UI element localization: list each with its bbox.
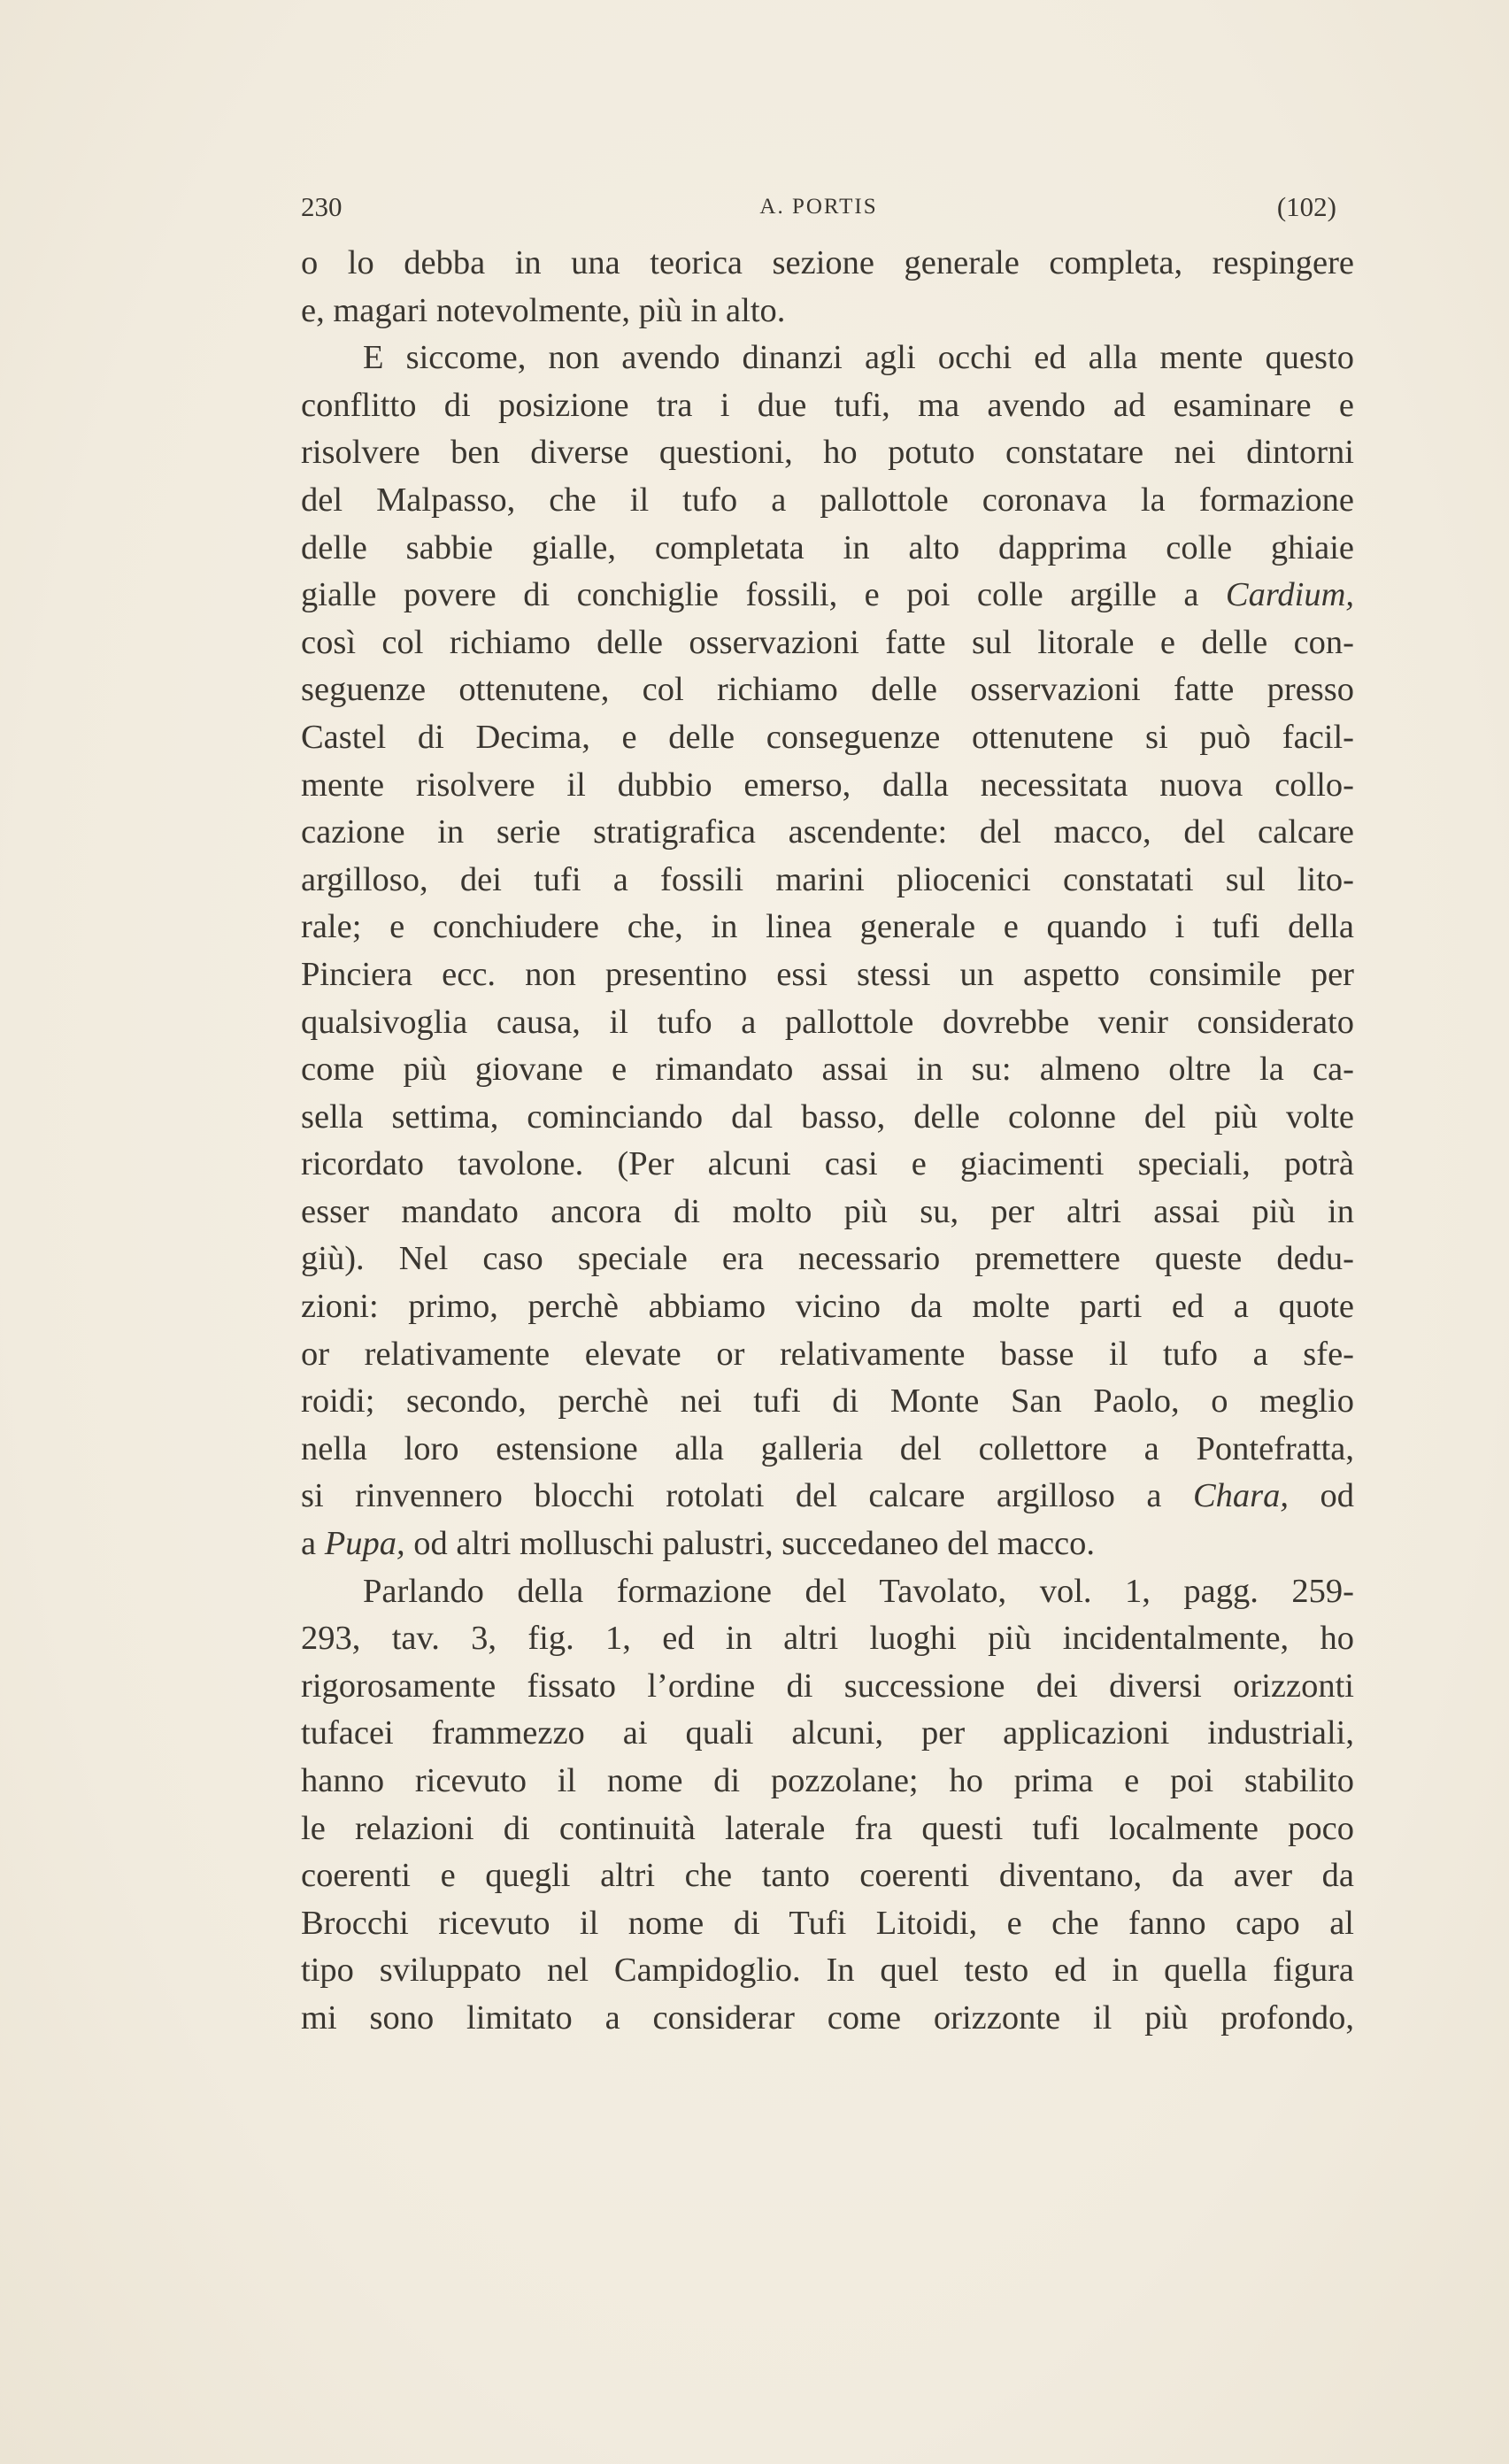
text-line xyxy=(301,1331,1354,1379)
text-line xyxy=(301,762,1354,810)
running-head-author: A. PORTIS xyxy=(759,195,878,219)
text-line xyxy=(301,1521,1354,1568)
text-segment: od altri molluschi palustri, succedaneo del macco. xyxy=(404,1525,1096,1563)
text-segment: giù). Nel caso speciale era necessario premettere queste dedu- xyxy=(301,1240,1354,1278)
text-segment: E siccome, non avendo dinanzi agli occhi ed alla mente questo xyxy=(363,339,1354,377)
text-segment: coerenti e quegli altri che tanto coerenti diventano, da aver da xyxy=(301,1857,1354,1895)
text-line xyxy=(301,572,1354,620)
text-line xyxy=(301,999,1354,1047)
text-segment: rigorosamente fissato l’ordine di successione dei diversi orizzonti xyxy=(301,1667,1354,1705)
text-line xyxy=(301,525,1354,573)
text-line xyxy=(301,1710,1354,1758)
text-line xyxy=(301,1236,1354,1283)
text-line xyxy=(301,1189,1354,1236)
text-segment: tipo sviluppato nel Campidoglio. In quel testo ed in quella figura xyxy=(301,1952,1354,1990)
text-segment: le relazioni di continuità laterale fra questi tufi localmente poco xyxy=(301,1809,1354,1847)
text-line xyxy=(301,1283,1354,1331)
text-line xyxy=(301,1568,1354,1616)
text-segment: rale; e conchiudere che, in linea generale e quando i tufi della xyxy=(301,908,1354,946)
text-segment: Pinciera ecc. non presentino essi stessi un aspetto consimile per xyxy=(301,955,1354,993)
text-line xyxy=(301,335,1354,382)
running-header xyxy=(301,188,1336,227)
text-line xyxy=(301,1852,1354,1900)
text-line xyxy=(301,1473,1354,1521)
italic-taxon: Cardium, xyxy=(1225,576,1354,614)
text-segment: risolvere ben diverse questioni, ho potuto constatare nei dintorni xyxy=(301,434,1354,472)
text-segment: argilloso, dei tufi a fossili marini pliocenici constatati sul lito- xyxy=(301,860,1354,898)
section-number: (102) xyxy=(1276,191,1336,222)
text-segment: del Malpasso, che il tufo a pallottole coronava la formazione xyxy=(301,481,1354,519)
text-segment: nella loro estensione alla galleria del collettore a Pontefratta, xyxy=(301,1429,1354,1467)
text-segment: tufacei frammezzo ai quali alcuni, per applicazioni industriali, xyxy=(301,1714,1354,1752)
text-line xyxy=(301,1663,1354,1711)
text-line xyxy=(301,1094,1354,1142)
text-line xyxy=(301,1995,1354,2043)
text-line xyxy=(301,288,1354,335)
text-line xyxy=(301,714,1354,762)
text-line xyxy=(301,809,1354,857)
italic-taxon: Pupa, xyxy=(324,1525,405,1563)
text-segment: cazione in serie stratigrafica ascendente: del macco, del calcare xyxy=(301,813,1354,851)
text-segment: od xyxy=(1289,1477,1355,1515)
text-segment: gialle povere di conchiglie fossili, e poi colle argille a xyxy=(301,576,1226,614)
text-segment: hanno ricevuto il nome di pozzolane; ho prima e poi stabilito xyxy=(301,1762,1354,1799)
text-segment: or relativamente elevate or relativamente basse il tufo a sfe- xyxy=(301,1335,1354,1373)
text-segment: sella settima, cominciando dal basso, delle colonne del più volte xyxy=(301,1097,1354,1136)
text-segment: ricordato tavolone. (Per alcuni casi e giacimenti speciali, potrà xyxy=(301,1145,1354,1183)
italic-taxon: Chara, xyxy=(1192,1477,1290,1515)
body-text xyxy=(301,240,1354,2043)
text-segment: Brocchi ricevuto il nome di Tufi Litoidi, e che fanno capo al xyxy=(301,1904,1354,1942)
text-segment: esser mandato ancora di molto più su, per altri assai più in xyxy=(301,1192,1354,1230)
text-line xyxy=(301,429,1354,477)
text-segment: roidi; secondo, perchè nei tufi di Monte San Paolo, o meglio xyxy=(301,1382,1354,1421)
text-line xyxy=(301,904,1354,951)
text-line xyxy=(301,1378,1354,1426)
text-line xyxy=(301,382,1354,430)
text-line xyxy=(301,1900,1354,1948)
text-segment: seguenze ottenutene, col richiamo delle osservazioni fatte presso xyxy=(301,671,1354,709)
text-line xyxy=(301,477,1354,525)
text-line xyxy=(301,240,1354,288)
text-line xyxy=(301,1141,1354,1189)
text-segment: o lo debba in una teorica sezione generale completa, respingere xyxy=(301,244,1354,281)
text-segment: 293, tav. 3, fig. 1, ed in altri luoghi più incidentalmente, ho xyxy=(301,1620,1354,1658)
text-line xyxy=(301,1615,1354,1663)
text-segment: si rinvennero blocchi rotolati del calcare argilloso a xyxy=(301,1477,1193,1515)
text-segment: qualsivoglia causa, il tufo a pallottole dovrebbe venir considerato xyxy=(301,1003,1354,1041)
text-line xyxy=(301,620,1354,667)
text-line xyxy=(301,1758,1354,1806)
text-segment: a xyxy=(301,1525,325,1563)
text-segment: Parlando della formazione del Tavolato, vol. 1, pagg. 259- xyxy=(363,1572,1354,1610)
text-segment: mi sono limitato a considerar come orizzonte il più profondo, xyxy=(301,1998,1354,2037)
text-segment: come più giovane e rimandato assai in su: almeno oltre la ca- xyxy=(301,1051,1354,1089)
text-line xyxy=(301,1947,1354,1995)
text-line xyxy=(301,951,1354,999)
text-line xyxy=(301,1426,1354,1474)
text-segment: mente risolvere il dubbio emerso, dalla necessitata nuova collo- xyxy=(301,766,1354,804)
text-line xyxy=(301,1806,1354,1853)
text-segment: Castel di Decima, e delle conseguenze ottenutene si può facil- xyxy=(301,718,1354,756)
text-line xyxy=(301,666,1354,714)
text-segment: e, magari notevolmente, più in alto. xyxy=(301,291,786,329)
text-segment: così col richiamo delle osservazioni fatte sul litorale e delle con- xyxy=(301,623,1354,661)
page-number: 230 xyxy=(301,191,343,222)
text-line xyxy=(301,1046,1354,1094)
text-segment: conflitto di posizione tra i due tufi, ma avendo ad esaminare e xyxy=(301,386,1354,424)
text-segment: zioni: primo, perchè abbiamo vicino da molte parti ed a quote xyxy=(301,1288,1354,1326)
text-line xyxy=(301,857,1354,905)
text-segment: delle sabbie gialle, completata in alto dapprima colle ghiaie xyxy=(301,528,1354,566)
